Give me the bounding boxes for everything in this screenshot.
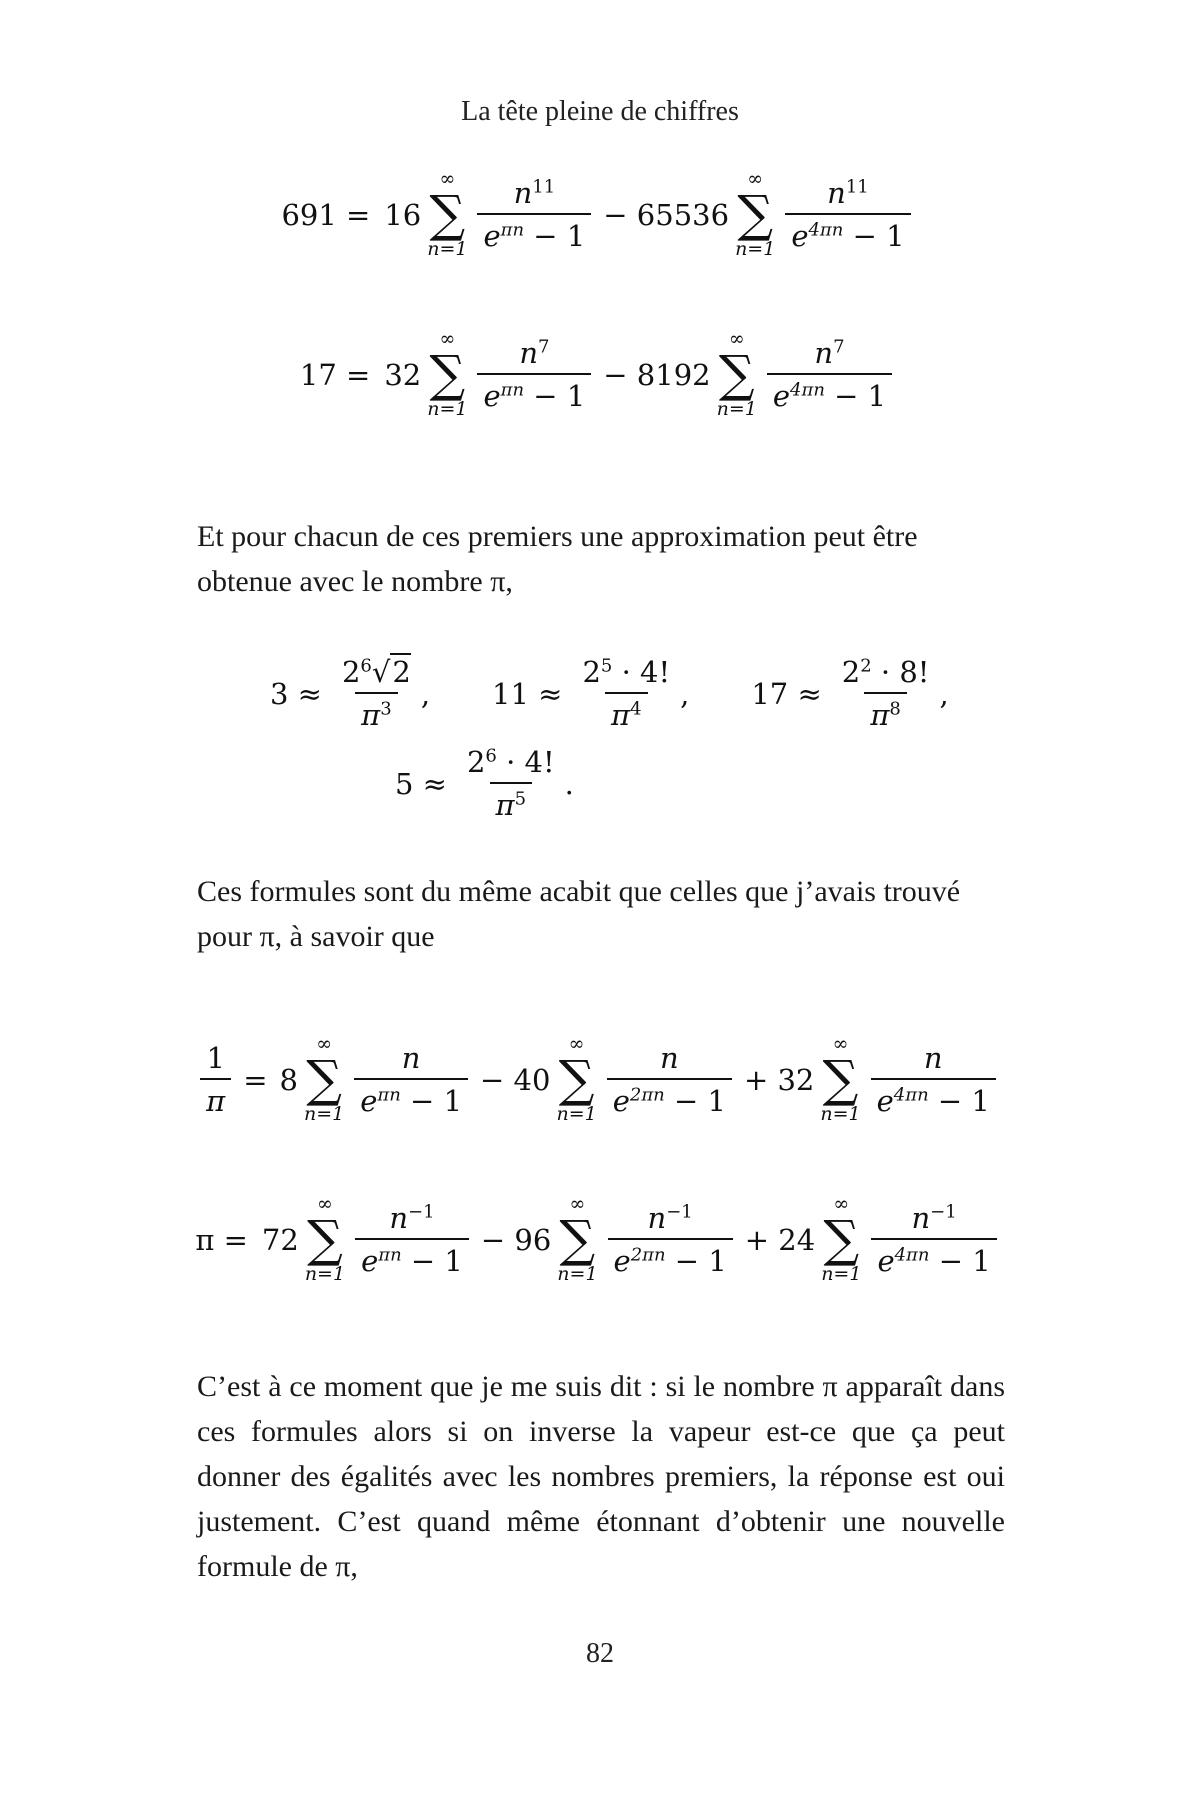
sum-upper-bound: ∞ [747,168,764,190]
coefficient: 32 [384,357,422,392]
fraction: $\frac{n^{11}}{e^{\pi n} - 1}$ [477,176,591,253]
fraction: $\frac{n^7}{e^{\pi n} - 1}$ [477,336,591,413]
coefficient: 16 [384,197,422,232]
sum-lower-bound: n=1 [427,238,468,260]
equation-lhs: 691 = [281,197,371,232]
page-number: 82 [586,1638,614,1669]
approximation-17: 17 ≈ $\frac{2^2 \cdot 8!}{\pi^8}$ , [751,655,949,732]
sum-term-1: 8 ∞ ∑ n=1 $\frac{n}{e^{\pi n} - 1}$ [280,1035,473,1124]
approximation-3: 3 ≈ $\frac{2^6√2}{\pi^3}$ , [270,655,431,732]
summation-symbol: ∞ ∑ n=1 [735,168,776,260]
sum-term-1 [384,330,595,419]
sum-upper-bound: ∞ [439,168,456,190]
paragraph-inverse-reasoning: C’est à ce moment que je me suis dit : si le nombre π apparaît dans ces formules alors si on inverse la vapeur est-ce que ça peut donner des égalités avec les nombres premiers, la réponse est oui justement. C’est quand même étonnant d’obtenir une nouvelle formule de π, [197,1370,1005,1583]
sum-term-3: + 24 ∞ ∑ n=1 $\frac{n^{-1}}{e^{4\pi n} - 1}$ [745,1195,1001,1284]
paragraph-approximation-intro: Et pour chacun de ces premiers une approximation peut être obtenue avec le nombre π, [197,520,918,598]
lhs-fraction: $\frac{1}{\pi}$ [200,1041,231,1118]
approximation-11: 11 ≈ $\frac{2^5 \cdot 4!}{\pi^4}$ , [492,655,690,732]
sum-lower-bound: n=1 [716,398,757,420]
approximations-row-2 [395,745,574,822]
summation-symbol: ∞ ∑ n=1 [427,168,468,260]
summation-symbol: ∞ ∑ n=1 [716,328,757,420]
equation-17 [0,330,1200,419]
coefficient: − 65536 [603,197,730,232]
fraction: $\frac{n^{11}}{e^{4\pi n} - 1}$ [785,176,910,253]
summation-symbol: ∞ ∑ n=1 [427,328,468,420]
sum-term-3: + 32 ∞ ∑ n=1 $\frac{n}{e^{4\pi n} - 1}$ [744,1035,1000,1124]
sum-upper-bound: ∞ [439,328,456,350]
sum-term-2: − 96 ∞ ∑ n=1 $\frac{n^{-1}}{e^{2\pi n} - 1}$ [481,1195,737,1284]
equation-one-over-pi: $\frac{1}{\pi}$ = 8 ∞ ∑ n=1 $\frac{n}{e^{\pi n} - 1}$ − 40 ∞ ∑ n=1 $\frac{n}{e^{2\pi n} - 1}$ + 32 ∞ ∑ n=1 $\frac{n}{e^{4\pi n} - 1}$ [0,1035,1200,1124]
equation-lhs: 17 = [299,357,371,392]
paragraph-pi-intro: Ces formules sont du même acabit que celles que j’avais trouvé pour π, à savoir que [197,875,961,953]
running-title: La tête pleine de chiffres [461,96,739,127]
sum-term-1: 72 ∞ ∑ n=1 $\frac{n^{-1}}{e^{\pi n} - 1}$ [262,1195,473,1284]
sum-term-2 [603,170,914,259]
fraction: $\frac{n^7}{e^{4\pi n} - 1}$ [767,336,892,413]
sum-term-2: − 40 ∞ ∑ n=1 $\frac{n}{e^{2\pi n} - 1}$ [480,1035,736,1124]
sum-lower-bound: n=1 [735,238,776,260]
coefficient: − 8192 [603,357,711,392]
sum-term-2 [603,330,896,419]
approximations-row-1 [270,655,949,732]
equation-pi: π = 72 ∞ ∑ n=1 $\frac{n^{-1}}{e^{\pi n} - 1}$ − 96 ∞ ∑ n=1 $\frac{n^{-1}}{e^{2\pi n} - 1}$ + 24 ∞ ∑ n=1 $\frac{n^{-1}}{e^{4\pi n} - 1}$ [0,1195,1200,1284]
sum-lower-bound: n=1 [427,398,468,420]
sum-term-1 [384,170,595,259]
equation-691 [0,170,1200,259]
approximation-5: 5 ≈ $\frac{2^6 \cdot 4!}{\pi^5}$ . [395,745,574,822]
sum-upper-bound: ∞ [728,328,745,350]
